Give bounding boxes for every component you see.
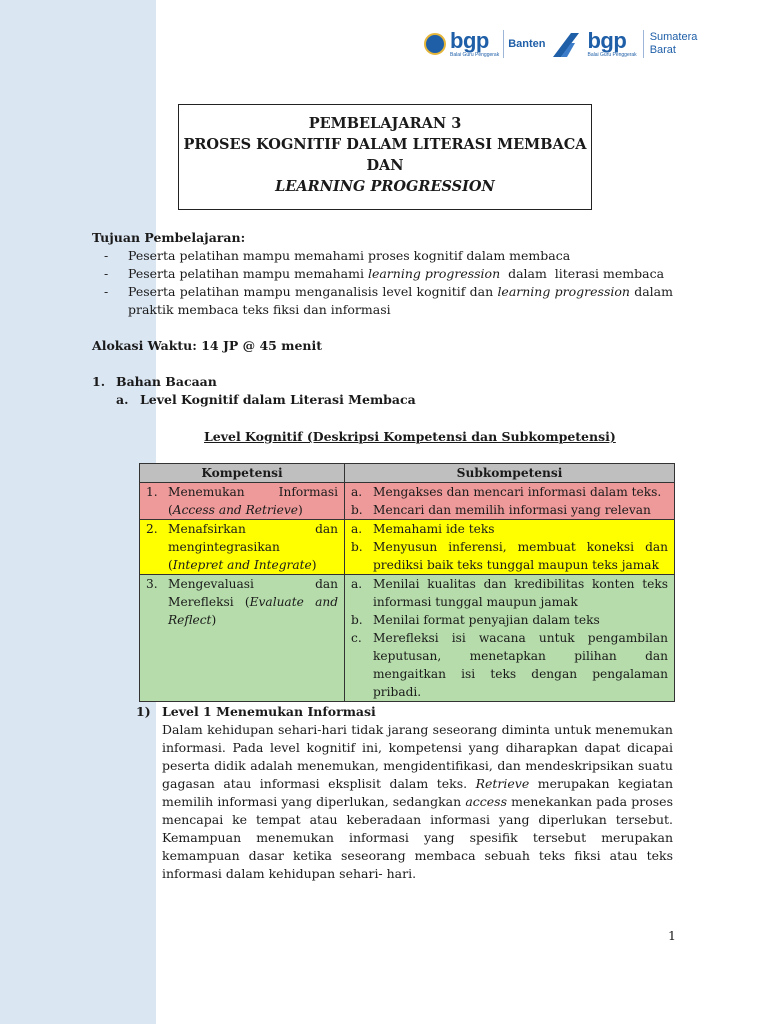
objective-item-2: [128, 265, 673, 283]
competency-number: 2.: [146, 522, 158, 536]
paragraph-part-3: menekankan pada proses mencapai ke tempat atau keberadaan informasi yang diperlukan tersebut. Kemampuan menemukan informasi yang spesifik tersebut merupakan kemampuan dasar ketika seseorang membaca sebuah teks fiksi atau teks informasi dalam kehidupan sehari- hari.: [162, 794, 673, 881]
competency-cell: [140, 520, 345, 575]
emphasis-retrieve: Retrieve: [475, 776, 530, 791]
competency-label: Mengevaluasi dan Merefleksi (: [168, 577, 338, 609]
table-row: [140, 520, 675, 575]
competency-text: [168, 520, 338, 574]
objective-dash-2: -: [104, 266, 109, 281]
competency-text: [168, 483, 338, 519]
logo2-region: [650, 31, 698, 56]
table-header-kompetensi: Kompetensi: [140, 464, 345, 483]
competency-label: Menafsirkan dan mengintegrasikan (: [168, 522, 338, 572]
logo2-bgp-text: bgp: [587, 28, 627, 53]
sub-marker: b.: [351, 503, 363, 517]
competency-close: ): [211, 613, 217, 627]
title-line-1: PEMBELAJARAN 3: [308, 115, 462, 132]
competency-label: Menemukan Informasi (: [168, 485, 338, 517]
sub-text: Mencari dan memilih informasi yang relevan: [373, 503, 651, 517]
bgp-banten-logo: [424, 30, 545, 58]
logo-divider: [503, 30, 504, 58]
level-1-paragraph: [162, 721, 673, 883]
sub-marker: c.: [351, 631, 362, 645]
objective-2-emphasis: learning progression: [367, 266, 501, 281]
title-line-3: DAN: [366, 157, 404, 174]
competency-english: Intepret and Integrate: [172, 558, 312, 572]
table-row: [140, 483, 675, 520]
paragraph-part-1: Dalam kehidupan sehari-hari tidak jarang seseorang diminta untuk menemukan informasi. Pada level kognitif ini, kompetensi yang diharapkan dapat dicapai peserta didik adalah menemukan, mengidentifikasi, dan mendeskripsikan suatu gagasan atau informasi eksplisit dalam teks.: [162, 722, 673, 791]
objective-dash-3: -: [104, 284, 109, 299]
objective-3-text: Peserta pelatihan mampu menganalisis level kognitif dan: [128, 284, 498, 299]
sub-text: Memahami ide teks: [373, 522, 495, 536]
table-header-row: [140, 464, 675, 483]
competency-cell: [140, 575, 345, 702]
sub-text: Menyusun inferensi, membuat koneksi dan prediksi baik teks tunggal maupun teks jamak: [373, 540, 668, 572]
emphasis-access: access: [465, 794, 507, 809]
tut-wuri-emblem-icon: [424, 33, 446, 55]
objective-3-emphasis: learning progression: [497, 284, 630, 299]
logo2-region-line2: Barat: [649, 44, 676, 56]
logo1-region: Banten: [508, 38, 546, 50]
subcompetency-cell: [345, 520, 675, 575]
level-1-number: 1): [136, 704, 151, 719]
bgp-sumbar-logo: [587, 30, 697, 58]
objective-item-1: Peserta pelatihan mampu memahami proses kognitif dalam membaca: [128, 248, 571, 263]
objective-2-text: Peserta pelatihan mampu memahami: [128, 266, 368, 281]
sub-text: Menilai format penyajian dalam teks: [373, 613, 600, 627]
sub-marker: a.: [351, 522, 363, 536]
sub-marker: b.: [351, 613, 363, 627]
left-sidebar-band: [0, 0, 156, 1024]
table-caption: Level Kognitif (Deskripsi Kompetensi dan Subkompetensi): [204, 429, 616, 444]
document-page: [92, 0, 768, 1024]
level-1-heading: Level 1 Menemukan Informasi: [162, 704, 376, 719]
subcompetency-cell: [345, 483, 675, 520]
time-allocation: Alokasi Waktu: 14 JP @ 45 menit: [92, 338, 323, 353]
sub-marker: a.: [351, 485, 363, 499]
competency-cell: [140, 483, 345, 520]
objective-2-text-end: dalam literasi membaca: [500, 266, 665, 281]
subcompetency-cell: [345, 575, 675, 702]
sub-marker: b.: [351, 540, 363, 554]
competency-table: [139, 463, 675, 702]
competency-close: ): [311, 558, 317, 572]
sub-text: Merefleksi isi wacana untuk pengambilan keputusan, menetapkan pilihan dan mengaitkan isi teks dengan pengalaman pribadi.: [373, 631, 668, 699]
objectives-heading: Tujuan Pembelajaran:: [92, 230, 246, 245]
section-1a-marker: a.: [116, 392, 129, 407]
sub-text: Menilai kualitas dan kredibilitas konten teks informasi tunggal maupun jamak: [373, 577, 668, 609]
title-line-4: LEARNING PROGRESSION: [275, 178, 495, 195]
sub-marker: a.: [351, 577, 363, 591]
logo1-subtext: Balai Guru Penggerak: [450, 52, 500, 58]
table-header-subkompetensi: Subkompetensi: [345, 464, 675, 483]
competency-english: Evaluate and Reflect: [168, 595, 338, 627]
title-box: [178, 104, 592, 210]
paragraph-part-2: merupakan kegiatan memilih informasi yang diperlukan, sedangkan: [162, 776, 673, 809]
bgp-slash-mark-icon: [553, 31, 579, 57]
sub-text: Mengakses dan mencari informasi dalam teks.: [373, 485, 662, 499]
competency-number: 1.: [146, 485, 158, 499]
title-line-2: PROSES KOGNITIF DALAM LITERASI MEMBACA: [183, 136, 587, 153]
competency-number: 3.: [146, 577, 158, 591]
section-1-number: 1.: [92, 374, 106, 389]
objective-3-text-end: dalam praktik membaca teks fiksi dan informasi: [128, 284, 673, 317]
table-row: [140, 575, 675, 702]
logo2-subtext: Balai Guru Penggerak: [587, 52, 637, 58]
header-logos: [424, 24, 697, 64]
competency-close: ): [297, 503, 303, 517]
section-1-label: Bahan Bacaan: [116, 374, 217, 389]
section-1a-label: Level Kognitif dalam Literasi Membaca: [140, 392, 416, 407]
objective-item-3: [128, 283, 673, 319]
logo2-region-line1: Sumatera: [649, 31, 698, 44]
page-number: 1: [668, 928, 676, 943]
competency-english: Access and Retrieve: [172, 503, 298, 517]
objective-dash-1: -: [104, 248, 109, 263]
competency-text: [168, 575, 338, 629]
logo1-bgp-text: bgp: [450, 28, 489, 53]
logo-divider-2: [643, 30, 644, 58]
